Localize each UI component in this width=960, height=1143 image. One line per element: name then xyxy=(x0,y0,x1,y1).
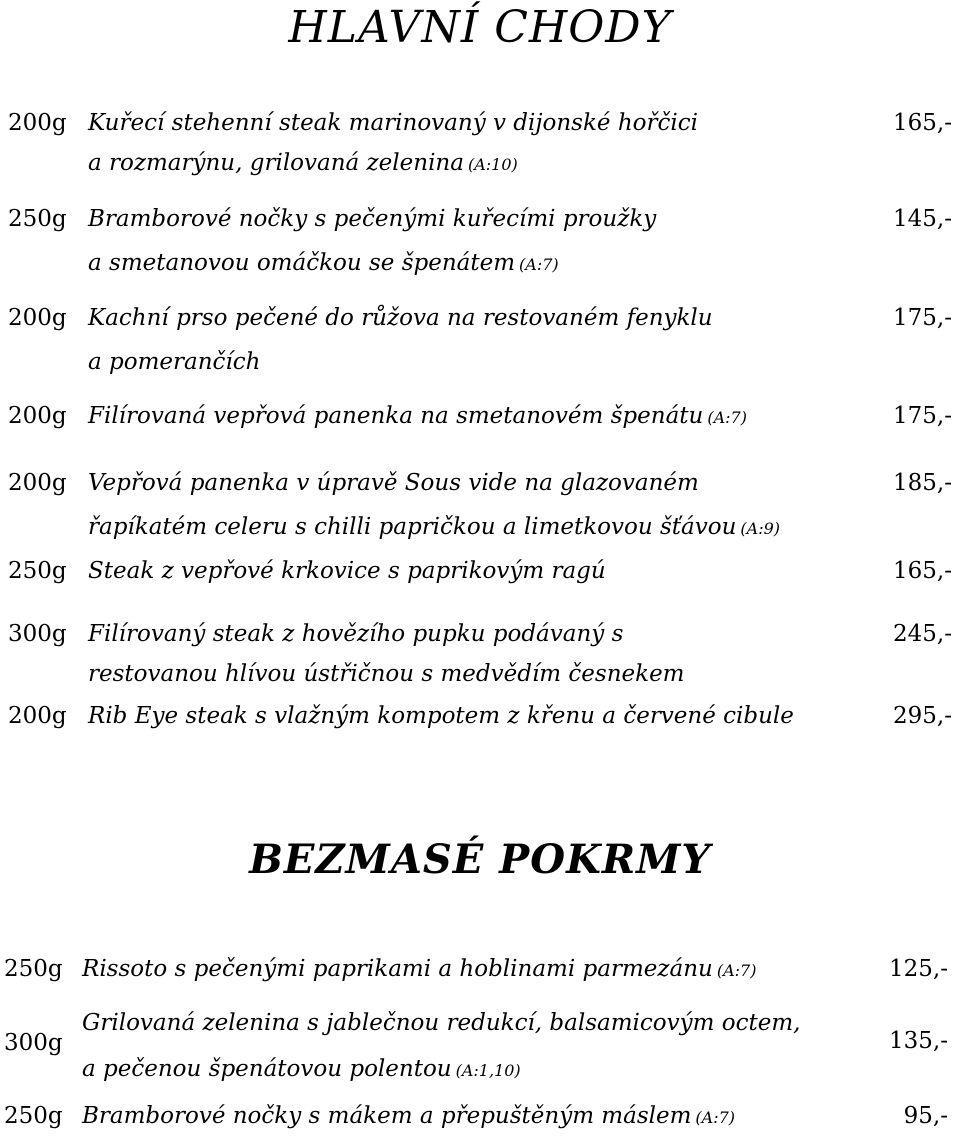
item-description: restovanou hlívou ústřičnou s medvědím česnekem xyxy=(88,661,685,687)
item-description: a smetanovou omáčkou se špenátem (A:7) xyxy=(88,250,559,276)
item-weight: 200g xyxy=(8,403,67,429)
item-description: Vepřová panenka v úpravě Sous vide na glazovaném xyxy=(88,470,699,496)
item-description: Steak z vepřové krkovice s paprikovým ragú xyxy=(88,558,606,584)
item-allergen: (A:9) xyxy=(740,519,781,538)
item-price: 95,- xyxy=(903,1103,948,1129)
item-weight: 250g xyxy=(4,1103,63,1129)
item-price: 135,- xyxy=(889,1028,948,1054)
item-description: Rissoto s pečenými paprikami a hoblinami parmezánu (A:7) xyxy=(82,956,757,982)
item-weight: 250g xyxy=(8,558,67,584)
item-description: Bramborové nočky s pečenými kuřecími proužky xyxy=(88,206,657,232)
item-price: 185,- xyxy=(893,470,952,496)
item-allergen: (A:10) xyxy=(467,155,518,174)
item-price: 175,- xyxy=(893,305,952,331)
item-description: Kuřecí stehenní steak marinovaný v dijonské hořčici xyxy=(88,110,698,136)
item-description: Rib Eye steak s vlažným kompotem z křenu a červené cibule xyxy=(88,703,794,729)
item-price: 165,- xyxy=(893,110,952,136)
item-description: Bramborové nočky s mákem a přepuštěným máslem (A:7) xyxy=(82,1103,736,1129)
item-allergen: (A:7) xyxy=(695,1108,736,1127)
item-price: 145,- xyxy=(893,206,952,232)
item-weight: 200g xyxy=(8,703,67,729)
section-title-main-courses: HLAVNÍ CHODY xyxy=(288,2,672,53)
item-weight: 200g xyxy=(8,110,67,136)
item-description: Filírovaný steak z hovězího pupku podávaný s xyxy=(88,621,624,647)
item-description: a pomerančích xyxy=(88,349,261,375)
section-title-vegetarian: BEZMASÉ POKRMY xyxy=(249,836,711,883)
item-price: 125,- xyxy=(889,956,948,982)
item-weight: 200g xyxy=(8,470,67,496)
item-price: 245,- xyxy=(893,621,952,647)
item-weight: 250g xyxy=(4,956,63,982)
item-weight: 200g xyxy=(8,305,67,331)
item-price: 295,- xyxy=(893,703,952,729)
item-price: 175,- xyxy=(893,403,952,429)
item-description: řapíkatém celeru s chilli papričkou a limetkovou šťávou (A:9) xyxy=(88,514,781,540)
item-weight: 250g xyxy=(8,206,67,232)
item-description: Kachní prso pečené do růžova na restovaném fenyklu xyxy=(88,305,713,331)
item-allergen: (A:7) xyxy=(519,255,559,274)
item-weight: 300g xyxy=(4,1030,63,1056)
item-description: a rozmarýnu, grilovaná zelenina (A:10) xyxy=(88,150,518,176)
item-price: 165,- xyxy=(893,558,952,584)
item-description: Grilovaná zelenina s jablečnou redukcí, balsamicovým octem, xyxy=(82,1010,801,1036)
item-allergen: (A:7) xyxy=(716,961,757,980)
item-description: Filírovaná vepřová panenka na smetanovém špenátu (A:7) xyxy=(88,403,747,429)
item-weight: 300g xyxy=(8,621,67,647)
item-allergen: (A:1,10) xyxy=(455,1061,521,1080)
item-description: a pečenou špenátovou polentou (A:1,10) xyxy=(82,1056,521,1082)
item-allergen: (A:7) xyxy=(707,408,747,427)
